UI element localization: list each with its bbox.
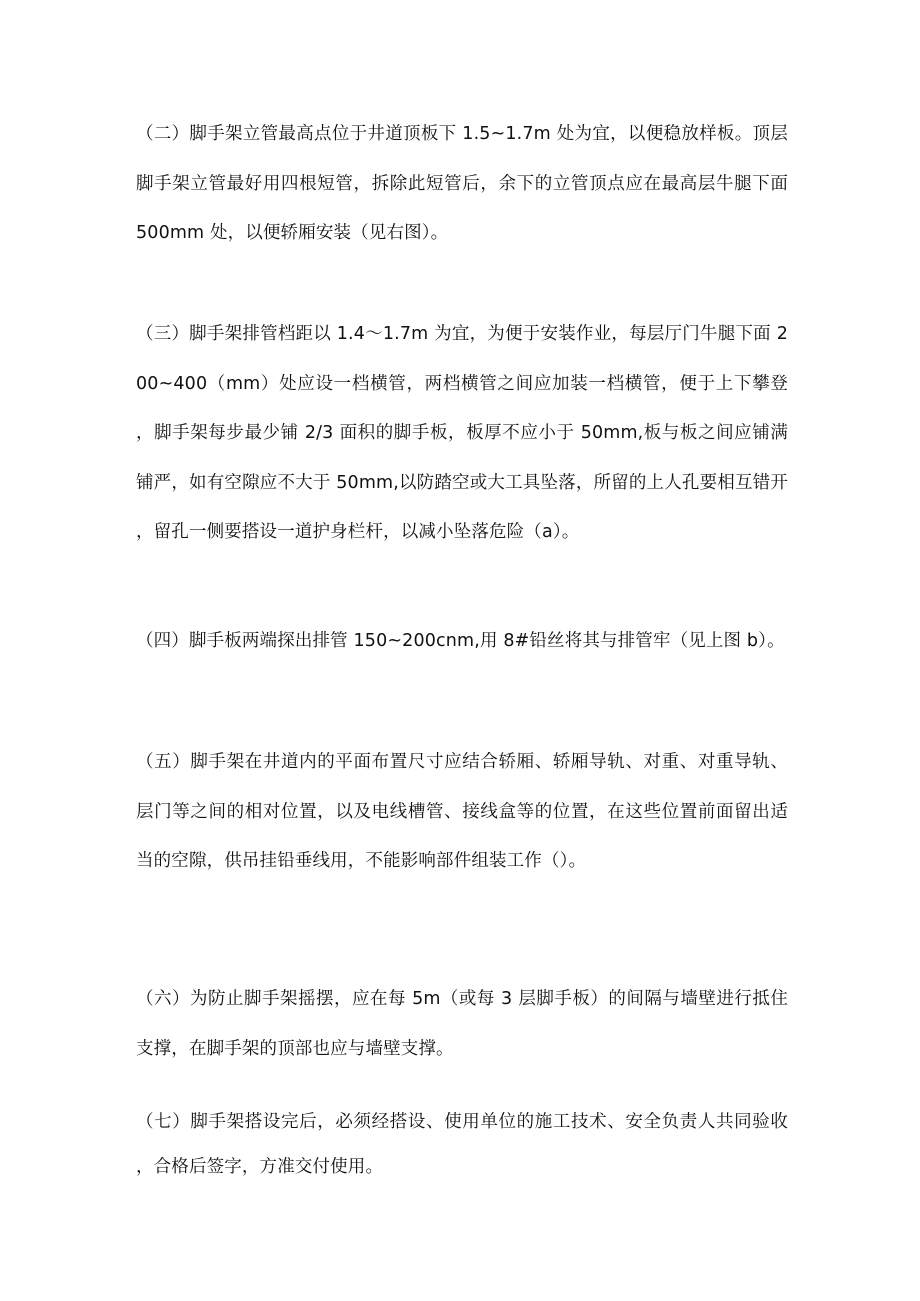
paragraph-2-scaffold-top-height: （二）脚手架立管最高点位于井道顶板下 1.5~1.7m 处为宜，以便稳放样板。顶层脚手架立管最好用四根短管，拆除此短管后，余下的立管顶点应在最高层牛腿下面 500mm 处，以便轿厢安装（见右图）。 bbox=[136, 124, 788, 243]
paragraph-6-scaffold-bracing: （六）为防止脚手架摇摆，应在每 5m（或每 3 层脚手板）的间隔与墙壁进行抵住支撑，在脚手架的顶部也应与墙壁支撑。 bbox=[136, 989, 788, 1059]
paragraph-3-scaffold-spacing: （三）脚手架排管档距以 1.4～1.7m 为宜，为便于安装作业，每层厅门牛腿下面 200~400（mm）处应设一档横管，两档横管之间应加装一档横管，便于上下攀登，脚手架每步最少铺 2/3 面积的脚手板，板厚不应小于 50mm,板与板之间应铺满铺严，如有空隙应不大于 50mm,以防踏空或大工具坠落，所留的上人孔要相互错开，留孔一侧要搭设一道护身栏杆，以减小坠落危险（a）。 bbox=[136, 324, 788, 542]
paragraph-7-scaffold-acceptance: （七）脚手架搭设完后，必须经搭设、使用单位的施工技术、安全负责人共同验收，合格后签字，方准交付使用。 bbox=[136, 1112, 788, 1177]
paragraph-5-scaffold-layout: （五）脚手架在井道内的平面布置尺寸应结合轿厢、轿厢导轨、对重、对重导轨、层门等之间的相对位置，以及电线槽管、接线盒等的位置，在这些位置前面留出适当的空隙，供吊挂铅垂线用，不能影响部件组装工作（）。 bbox=[136, 752, 788, 871]
paragraph-4-scaffold-boards: （四）脚手板两端探出排管 150~200cnm,用 8#铅丝将其与排管牢（见上图 b）。 bbox=[136, 631, 785, 651]
